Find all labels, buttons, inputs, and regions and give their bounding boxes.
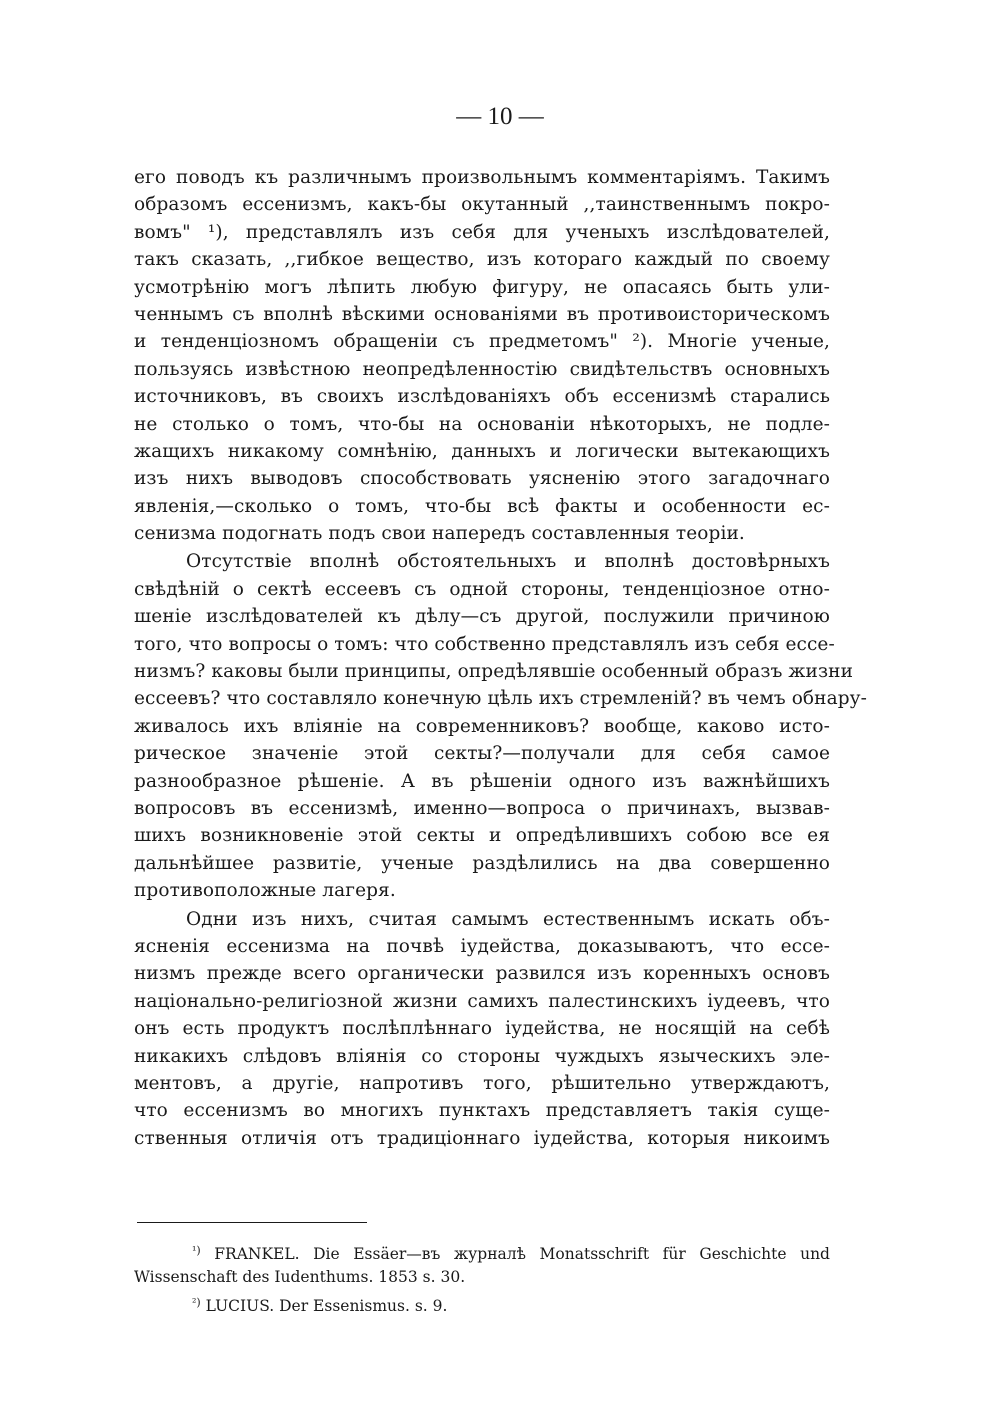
body-text xyxy=(134,164,868,1152)
paragraph xyxy=(134,906,830,1153)
footnote-line xyxy=(134,1290,830,1316)
text-line: Одни изъ нихъ, считая самымъ естественнымъ искать объ- xyxy=(186,908,830,930)
text-line: ментовъ, а другіе, напротивъ того, рѣшительно утверждаютъ, xyxy=(134,1072,830,1094)
text-line: явленія,—сколько о томъ, что-бы всѣ факты и особенности ес- xyxy=(134,495,830,517)
text-line: рическое значеніе этой секты?—получали для себя самое xyxy=(134,743,830,765)
footnote-divider xyxy=(137,1222,367,1223)
text-line: усмотрѣнію могъ лѣпить любую фигуру, не опасаясь быть ули- xyxy=(134,276,830,298)
footnote-marker: ¹) xyxy=(192,1244,201,1257)
text-line: дальнѣйшее развитіе, ученые раздѣлились на два совершенно xyxy=(134,852,830,874)
text-line: свѣдѣній о сектѣ ессеевъ съ одной стороны, тенденціозное отно- xyxy=(134,578,830,600)
paragraph xyxy=(134,548,868,904)
text-line: низмъ? каковы были принципы, опредѣлявшіе особенный образъ жизни xyxy=(134,661,854,683)
paragraph xyxy=(134,164,830,547)
text-line: что ессенизмъ во многихъ пунктахъ представляетъ такія суще- xyxy=(134,1100,830,1122)
page-number: — 10 — xyxy=(456,103,544,130)
text-line: вомъ" ¹), представлялъ изъ себя для ученыхъ изслѣдователей, xyxy=(134,221,830,243)
text-line: никакихъ слѣдовъ вліянія со стороны чуждыхъ языческихъ эле- xyxy=(134,1045,830,1067)
text-line: пользуясь извѣстною неопредѣленностію свидѣтельствъ основныхъ xyxy=(134,358,830,380)
text-line: не столько о томъ, что-бы на основаніи нѣкоторыхъ, не подле- xyxy=(134,413,830,435)
text-line: источниковъ, въ своихъ изслѣдованіяхъ объ ессенизмѣ старались xyxy=(134,386,830,408)
text-line: жащихъ никакому сомнѣнію, данныхъ и логически вытекающихъ xyxy=(134,440,830,462)
text-line: того, что вопросы о томъ: что собственно представлялъ изъ себя ессе- xyxy=(134,633,835,655)
footnote-line xyxy=(134,1238,830,1264)
text-line: онъ есть продуктъ послѣплѣннаго іудейства, не носящій на себѣ xyxy=(134,1018,830,1040)
text-line: образомъ ессенизмъ, какъ-бы окутанный ,,таинственнымъ покро- xyxy=(134,194,830,216)
text-line: національно-религіозной жизни самихъ палестинскихъ іудеевъ, что xyxy=(134,990,830,1012)
text-line: Отсутствіе вполнѣ обстоятельныхъ и вполнѣ достовѣрныхъ xyxy=(186,551,830,573)
text-line: и тенденціозномъ обращеніи съ предметомъ" ²). Многіе ученые, xyxy=(134,331,830,353)
text-line: ессеевъ? что составляло конечную цѣль ихъ стремленій? въ чемъ обнару- xyxy=(134,688,868,710)
text-line: шихъ возникновеніе этой секты и опредѣлившихъ собою все ея xyxy=(134,825,830,847)
text-line: ясненія ессенизма на почвѣ іудейства, доказываютъ, что ессе- xyxy=(134,935,830,957)
text-line: сенизма подогнать подъ свои напередъ составленныя теоріи. xyxy=(134,523,745,545)
footnote-marker: ²) xyxy=(192,1296,201,1309)
text-line: противоположные лагеря. xyxy=(134,880,396,902)
text-line: шеніе изслѣдователей къ дѣлу—съ другой, послужили причиною xyxy=(134,606,830,628)
footnote-text: FRANKEL. Die Essäer—въ журналѣ Monatsschrift für Geschichte und xyxy=(214,1245,830,1263)
text-line: ченнымъ съ вполнѣ вѣскими основаніями въ противоисторическомъ xyxy=(134,303,830,325)
text-line: его поводъ къ различнымъ произвольнымъ комментаріямъ. Такимъ xyxy=(134,167,830,188)
text-line: низмъ прежде всего органически развился изъ коренныхъ основъ xyxy=(134,963,830,985)
footnote xyxy=(134,1238,830,1290)
footnote-text: LUCIUS. Der Essenismus. s. 9. xyxy=(205,1297,448,1315)
text-line: ственныя отличія отъ традиціоннаго іудейства, которыя никоимъ xyxy=(134,1127,830,1149)
text-line: живалось ихъ вліяніе на современниковъ? вообще, каково исто- xyxy=(134,715,830,737)
footnotes xyxy=(134,1238,830,1316)
footnote-line: Wissenschaft des Iudenthums. 1853 s. 30. xyxy=(134,1268,466,1286)
text-line: такъ сказать, ,,гибкое вещество, изъ котораго каждый по своему xyxy=(134,249,830,271)
text-line: вопросовъ въ ессенизмѣ, именно—вопроса о причинахъ, вызвав- xyxy=(134,797,830,819)
text-line: изъ нихъ выводовъ способствовать уясненію этого загадочнаго xyxy=(134,468,830,490)
footnote xyxy=(134,1290,830,1316)
text-line: разнообразное рѣшеніе. А въ рѣшеніи одного изъ важнѣйшихъ xyxy=(134,770,830,792)
